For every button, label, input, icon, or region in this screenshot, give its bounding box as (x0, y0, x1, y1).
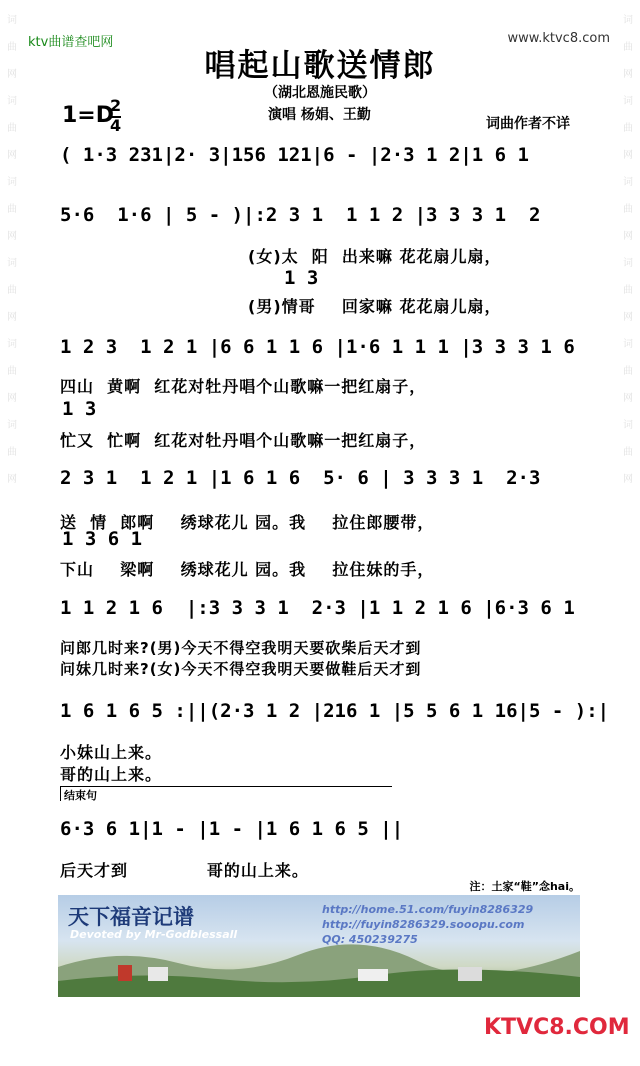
score-row-5: 1 1 2 1 6 |:3 3 3 1 2·3 |1 1 2 1 6 |6·3 6 1 (60, 597, 575, 619)
banner-link-1[interactable]: http://home.51.com/fuyin8286329 (322, 903, 534, 916)
site-url-right[interactable]: www.ktvc8.com (507, 31, 610, 46)
score-row-7: 6·3 6 1|1 - |1 - |1 6 1 6 5 || (60, 818, 404, 840)
song-subtitle: （湖北恩施民歌） (264, 85, 376, 101)
lyric-row-6b: 哥的山上来。 (60, 765, 163, 784)
ktvc8-logo[interactable]: KTVC8.COM (484, 1015, 630, 1040)
singers: 演唱 杨娟、王勤 (268, 107, 371, 123)
author-credit: 词曲作者不详 (486, 116, 570, 132)
lyric-row-6a: 小妹山上来。 (60, 743, 163, 762)
lyric-row-3b: 忙又 忙啊 红花对牡丹唱个山歌嘛一把红扇子， (60, 431, 427, 450)
lyric-row-5a: 问郎几时来?(男)今天不得空我明天要砍柴后天才到 (60, 639, 422, 657)
lyric-row-5b: 问妹几时来?(女)今天不得空我明天要做鞋后天才到 (60, 660, 422, 678)
harmony-3: 1 3 (62, 398, 97, 420)
publisher-banner (58, 895, 580, 997)
score-row-6: 1 6 1 6 5 :||(2·3 1 2 |216 1 |5 5 6 1 16|5 - ):| (60, 700, 610, 722)
side-watermark-right: 词 曲 网 词 曲 网 词 曲 网 词 曲 网 词 曲 网 词 曲 网 (623, 15, 633, 485)
side-watermark-left: 词 曲 网 词 曲 网 词 曲 网 词 曲 网 词 曲 网 词 曲 网 (7, 15, 17, 485)
banner-link-2[interactable]: http://fuyin8286329.sooopu.com (322, 918, 525, 931)
banner-qq: QQ: 450239275 (322, 933, 418, 946)
key-signature: 1=D (62, 103, 115, 128)
time-signature: 2 4 (110, 96, 122, 135)
lyric-row-3a: 四山 黄啊 红花对牡丹唱个山歌嘛一把红扇子， (60, 377, 427, 396)
lyric-row-7: 后天才到 哥的山上来。 (60, 861, 309, 880)
lyric-row-2b: (男)情哥 回家嘛 花花扇儿扇， (248, 297, 502, 316)
pronunciation-note: 注：土家“鞋”念hai。 (469, 880, 580, 893)
ending-label: 结束句 (60, 786, 392, 801)
score-row-4: 2 3 1 1 2 1 |1 6 1 6 5· 6 | 3 3 3 1 2·3 (60, 467, 541, 489)
site-name-left[interactable]: ktv曲谱查吧网 (28, 35, 114, 50)
harmony-4: 1 3 6 1 (62, 528, 143, 550)
harmony-2: 1 3 (284, 267, 319, 289)
score-row-1: ( 1·3 231|2· 3|156 121|6 - |2·3 1 2|1 6 1 (60, 144, 529, 166)
score-row-2: 5·6 1·6 | 5 - )|:2 3 1 1 1 2 |3 3 3 1 2 (60, 204, 541, 226)
banner-subtitle: Devoted by Mr-Godblessall (70, 928, 238, 941)
score-row-3: 1 2 3 1 2 1 |6 6 1 1 6 |1·6 1 1 1 |3 3 3 1 6 (60, 336, 575, 358)
lyric-row-4b: 下山 梁啊 绣球花儿 园。我 拉住妹的手， (60, 560, 435, 579)
landscape-image (58, 937, 580, 997)
banner-title: 天下福音记谱 (68, 905, 194, 929)
lyric-row-2a: (女)太 阳 出来嘛 花花扇儿扇， (248, 247, 502, 266)
lyric-row-4a: 送 情 郎啊 绣球花儿 园。我 拉住郎腰带， (60, 513, 435, 532)
song-title: 唱起山歌送情郎 (204, 48, 436, 84)
